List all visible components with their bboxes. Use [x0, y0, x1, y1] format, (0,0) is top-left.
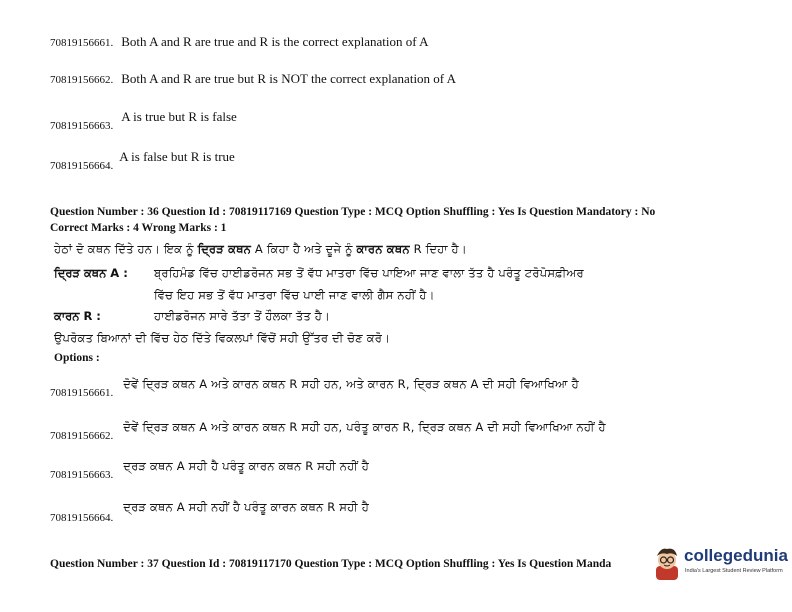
option-id: 70819156662. — [50, 430, 114, 442]
list-item — [50, 418, 606, 442]
option-id: 70819156662. — [50, 74, 114, 86]
option-id: 70819156664. — [50, 512, 114, 524]
question-intro — [54, 242, 467, 257]
assertion-text-line2: ਵਿੱਚ ਇਹ ਸਭ ਤੋਂ ਵੱਧ ਮਾਤਰਾ ਵਿੱਚ ਪਾਈ ਜਾਣ ਵਾਲੀ ਗੈਸ ਨਹੀਂ ਹੈ। — [154, 288, 435, 302]
option-id: 70819156664. — [50, 160, 114, 172]
option-text: ਦੋਵੇਂ ਦ੍ਰਿੜ ਕਥਨ A ਅਤੇ ਕਾਰਨ ਕਥਨ R ਸਹੀ ਹਨ, ਪਰੰਤੂ ਕਾਰਨ R, ਦ੍ਰਿੜ ਕਥਨ A ਦੀ ਸਹੀ ਵਿਆਖਿਆ ਨਹੀਂ ਹੈ — [123, 420, 606, 434]
option-text: ਦੋਵੇਂ ਦ੍ਰਿੜ ਕਥਨ A ਅਤੇ ਕਾਰਨ ਕਥਨ R ਸਹੀ ਹਨ, ਅਤੇ ਕਾਰਨ R, ਦ੍ਰਿੜ ਕਥਨ A ਦੀ ਸਹੀ ਵਿਆਖਿਆ ਹੈ — [123, 377, 579, 391]
list-item — [50, 375, 579, 399]
question-37-header: Question Number : 37 Question Id : 70819117170 Question Type : MCQ Option Shuffling : Yes Is Question Manda — [50, 558, 612, 570]
option-text: ਦ੍ਰੜ ਕਥਨ A ਸਹੀ ਹੈ ਪਰੰਤੂ ਕਾਰਨ ਕਥਨ R ਸਹੀ ਨਹੀਂ ਹੈ — [123, 459, 369, 473]
options-label: Options : — [54, 352, 100, 364]
question-36-marks: Correct Marks : 4 Wrong Marks : 1 — [50, 222, 227, 234]
option-text: A is false but R is true — [119, 149, 235, 164]
list-item — [50, 33, 428, 51]
question-36-header: Question Number : 36 Question Id : 70819117169 Question Type : MCQ Option Shuffling : Yes Is Question Mandatory : No — [50, 206, 656, 218]
option-text: Both A and R are true but R is NOT the correct explanation of A — [121, 71, 457, 86]
logo-name: collegedunia — [684, 546, 788, 565]
list-item — [50, 457, 369, 481]
mascot-icon — [652, 546, 682, 580]
intro-assertion-term: ਦ੍ਰਿੜ ਕਥਨ — [197, 242, 252, 256]
assertion-text-line1: ਬ੍ਰਹਿਮੰਡ ਵਿੱਚ ਹਾਈਡਰੋਜਨ ਸਭ ਤੋਂ ਵੱਧ ਮਾਤਰਾ ਵਿੱਚ ਪਾਇਆ ਜਾਣ ਵਾਲਾ ਤੱਤ ਹੈ ਪਰੰਤੂ ਟਰੋਪੋਸਫ਼ੀਅਰ — [154, 266, 584, 280]
list-item — [50, 148, 235, 172]
collegedunia-logo — [652, 544, 792, 584]
list-item — [50, 70, 456, 88]
intro-text-r: R ਦਿਹਾ ਹੈ। — [409, 242, 467, 256]
reason-text: ਹਾਈਡਰੋਜਨ ਸਾਰੇ ਤੱਤਾ ਤੋਂ ਹੌਲਕਾ ਤੱਤ ਹੈ। — [154, 309, 331, 323]
intro-text-pre: ਹੇਠਾਂ ਦੋ ਕਥਨ ਦਿੱਤੇ ਹਨ। ਇਕ ਨੂੰ — [54, 242, 198, 256]
reason-label: ਕਾਰਨ R : — [54, 309, 101, 323]
option-id: 70819156661. — [50, 387, 114, 399]
option-id: 70819156661. — [50, 37, 114, 49]
intro-text-a: A ਕਿਹਾ ਹੈ ਅਤੇ ਦੂਜੇ ਨੂੰ — [251, 242, 357, 256]
question-instruction: ਉਪਰੋਕਤ ਬਿਆਨਾਂ ਦੀ ਵਿੱਚ ਹੇਠ ਦਿੱਤੇ ਵਿਕਲਪਾਂ ਵਿੱਚੋਂ ਸਹੀ ਉੱਤਰ ਦੀ ਚੋਣ ਕਰੋ। — [54, 331, 391, 345]
option-text: Both A and R are true and R is the correct explanation of A — [121, 34, 429, 49]
list-item — [50, 108, 237, 132]
intro-reason-term: ਕਾਰਨ ਕਥਨ — [356, 242, 410, 256]
option-text: A is true but R is false — [121, 109, 237, 124]
option-id: 70819156663. — [50, 120, 114, 132]
option-text: ਦ੍ਰੜ ਕਥਨ A ਸਹੀ ਨਹੀਂ ਹੈ ਪਰੰਤੂ ਕਾਰਨ ਕਥਨ R ਸਹੀ ਹੈ — [123, 500, 369, 514]
assertion-label: ਦ੍ਰਿੜ ਕਥਨ A : — [54, 266, 128, 280]
option-id: 70819156663. — [50, 469, 114, 481]
logo-tagline: India's Largest Student Review Platform — [685, 568, 783, 574]
list-item — [50, 498, 369, 524]
